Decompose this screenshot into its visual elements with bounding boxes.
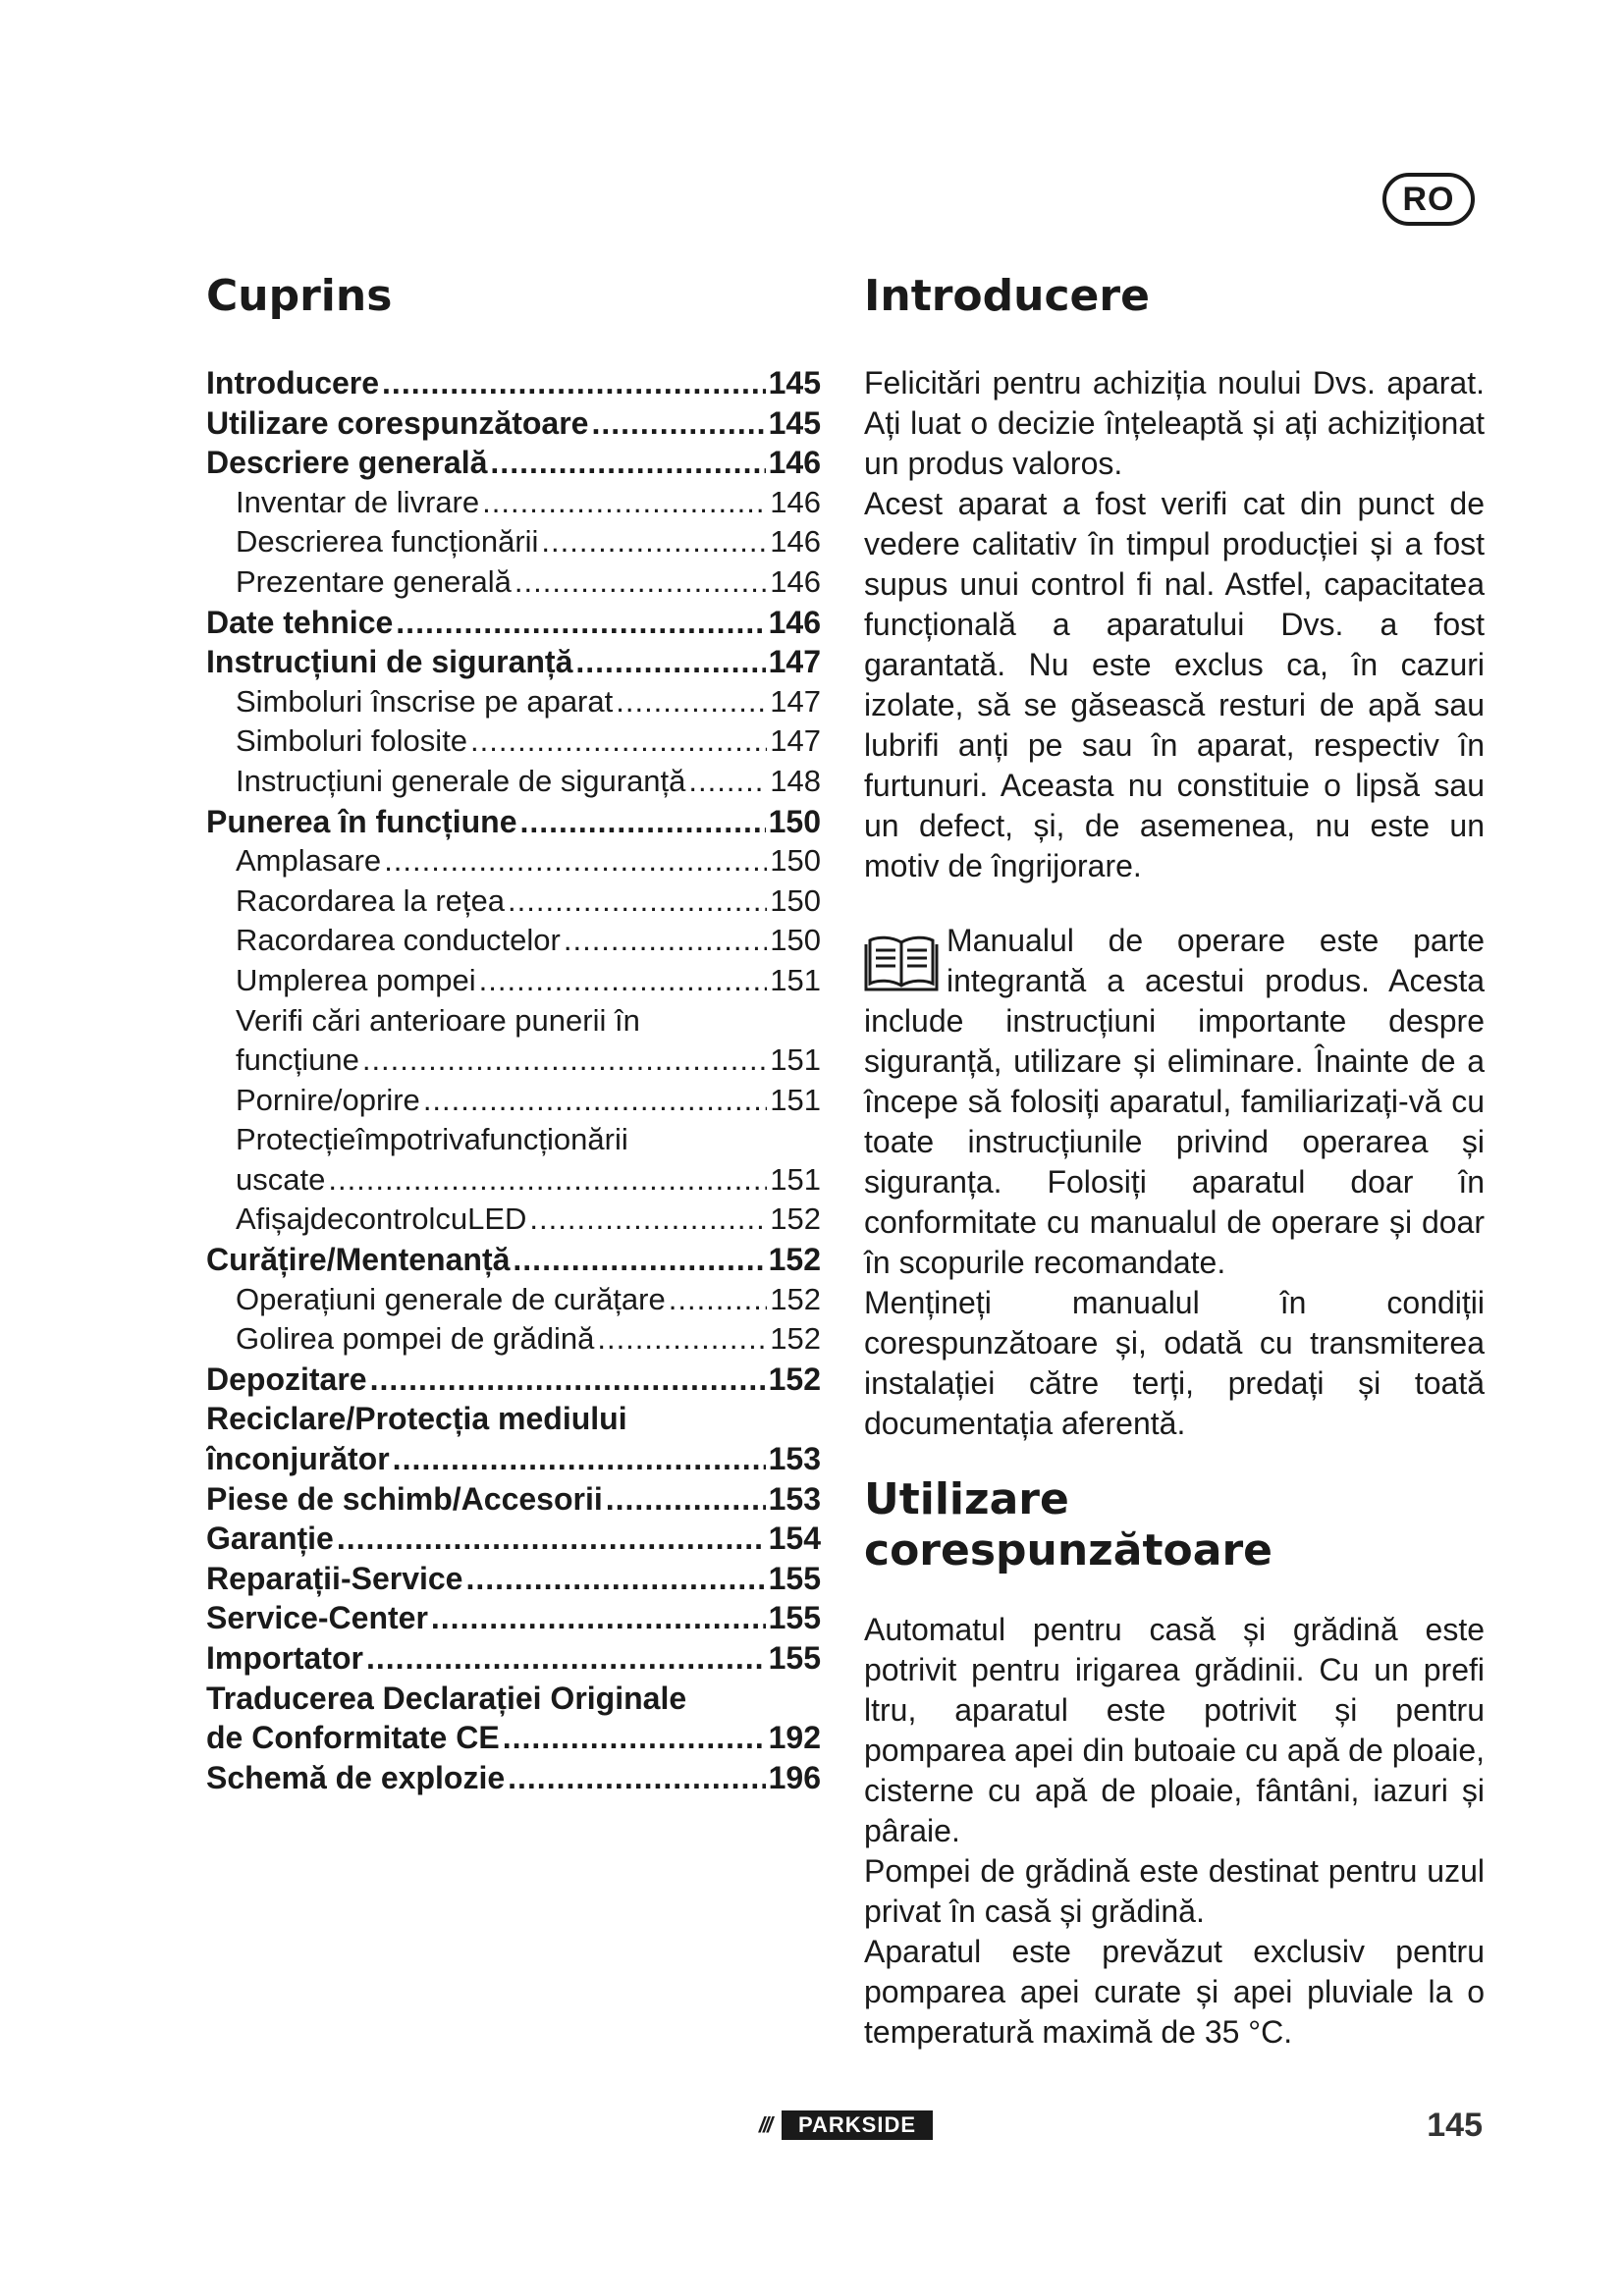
toc-entry[interactable]: Racordarea conductelor ..... 150 xyxy=(206,921,821,961)
toc-entry[interactable]: de Conformitate CE ..... 192 xyxy=(206,1718,821,1758)
toc-entry[interactable]: Umplerea pompei ..... 151 xyxy=(206,961,821,1001)
toc-entry[interactable]: Curățire/Mentenanță ..... 152 xyxy=(206,1240,821,1280)
toc-entry[interactable]: Simboluri folosite ..... 147 xyxy=(206,721,821,762)
intro-paragraph: Mențineți manualul în condiții corespunzătoare și, odată cu transmiterea instalației către terți, predați și toată documentația aferentă. xyxy=(864,1285,1485,1441)
toc-entry[interactable]: Racordarea la rețea ..... 150 xyxy=(206,881,821,922)
toc-entry[interactable]: Utilizare corespunzătoare ..... 145 xyxy=(206,403,821,444)
toc-entry[interactable]: Introducere ..... 145 xyxy=(206,363,821,403)
toc-entry[interactable]: Instrucțiuni de siguranță ..... 147 xyxy=(206,642,821,682)
book-icon xyxy=(864,931,939,993)
toc-entry[interactable]: AfișajdecontrolcuLED ..... 152 xyxy=(206,1200,821,1240)
toc-entry[interactable]: Depozitare ..... 152 xyxy=(206,1360,821,1400)
intro-paragraph: Felicitări pentru achiziția noului Dvs. aparat. Ați luat o decizie înțeleaptă și ați achiziționat un produs valoros. xyxy=(864,365,1485,481)
toc-entry[interactable]: uscate ..... 151 xyxy=(206,1160,821,1201)
toc-entry[interactable]: Pornire/oprire ..... 151 xyxy=(206,1081,821,1121)
toc-entry[interactable]: Reciclare/Protecția mediului xyxy=(206,1401,627,1437)
usage-title: Utilizare corespunzătoare xyxy=(864,1474,1272,1575)
logo-mark: /// xyxy=(748,2110,782,2140)
usage-body xyxy=(864,1610,1485,2053)
logo-brand: PARKSIDE xyxy=(797,2112,917,2137)
toc-entry[interactable]: Schemă de explozie ..... 196 xyxy=(206,1758,821,1798)
toc-entry[interactable]: funcțiune ..... 151 xyxy=(206,1041,821,1081)
toc-entry[interactable]: Importator ..... 155 xyxy=(206,1638,821,1679)
toc-entry[interactable]: Descrierea funcționării ..... 146 xyxy=(206,522,821,562)
usage-paragraph: Pompei de grădină este destinat pentru uzul privat în casă și grădină. xyxy=(864,1853,1485,1929)
toc-entry[interactable]: Protecțieîmpotrivafuncționării xyxy=(236,1122,628,1157)
toc-entry[interactable]: Inventar de livrare ..... 146 xyxy=(206,483,821,523)
toc-entry[interactable]: Traducerea Declarației Originale xyxy=(206,1680,687,1716)
intro-body xyxy=(864,363,1485,886)
manual-notice xyxy=(864,921,1485,1444)
intro-paragraph: Acest aparat a fost verifi cat din punct de vedere calitativ în timpul producției și a fost supus unui control fi nal. Astfel, capacitatea funcțională a aparatului Dvs. a fost garantată. Nu este exclus ca, în cazuri izolate, să se găsească resturi de apă sau lubrifi anți pe sau în aparat, respectiv în furtunuri. Aceasta nu constituie o lipsă sau un defect, și, de asemenea, nu este un motiv de îngrijorare. xyxy=(864,486,1485,883)
table-of-contents xyxy=(206,363,821,1797)
usage-paragraph: Aparatul este prevăzut exclusiv pentru pomparea apei curate și apei pluviale la o temperatură maximă de 35 °C. xyxy=(864,1934,1485,2050)
toc-title: Cuprins xyxy=(206,271,393,321)
toc-entry[interactable]: Operațiuni generale de curățare ..... 152 xyxy=(206,1280,821,1320)
toc-entry[interactable]: Garanție ..... 154 xyxy=(206,1519,821,1559)
toc-entry[interactable]: Amplasare ..... 150 xyxy=(206,841,821,881)
toc-entry[interactable]: Piese de schimb/Accesorii ..... 153 xyxy=(206,1479,821,1520)
intro-title: Introducere xyxy=(864,271,1150,321)
toc-entry[interactable]: Instrucțiuni generale de siguranță ..... 148 xyxy=(206,762,821,802)
page-number: 145 xyxy=(1427,2107,1483,2144)
language-badge: RO xyxy=(1382,173,1475,226)
toc-entry[interactable]: înconjurător ..... 153 xyxy=(206,1439,821,1479)
parkside-logo xyxy=(748,2110,933,2140)
toc-entry[interactable]: Date tehnice ..... 146 xyxy=(206,603,821,643)
toc-entry[interactable]: Prezentare generală ..... 146 xyxy=(206,562,821,603)
toc-entry[interactable]: Simboluri înscrise pe aparat ..... 147 xyxy=(206,682,821,722)
toc-entry[interactable]: Golirea pompei de grădină ..... 152 xyxy=(206,1319,821,1360)
toc-entry[interactable]: Service-Center ..... 155 xyxy=(206,1598,821,1638)
toc-entry[interactable]: Reparații-Service ..... 155 xyxy=(206,1559,821,1599)
toc-entry[interactable]: Descriere generală ..... 146 xyxy=(206,443,821,483)
notice-text: Manualul de operare este parte integrantă a acestui produs. Acesta include instrucțiuni importante despre siguranță, utilizare și eliminare. Înainte de a începe să folosiți aparatul, familiarizați-vă cu toate instrucțiunile privind operarea și siguranța. Folosiți aparatul doar în conformitate cu manualul de operare și doar în scopurile recomandate. xyxy=(864,923,1485,1280)
toc-entry[interactable]: Punerea în funcțiune ..... 150 xyxy=(206,802,821,842)
usage-paragraph: Automatul pentru casă și grădină este potrivit pentru irigarea grădinii. Cu un prefi ltru, aparatul este potrivit și pentru pomparea apei din butoaie cu apă de ploaie, cisterne cu apă de ploaie, fântâni, iazuri și pâraie. xyxy=(864,1612,1485,1848)
toc-entry[interactable]: Verifi cări anterioare punerii în xyxy=(236,1002,640,1038)
